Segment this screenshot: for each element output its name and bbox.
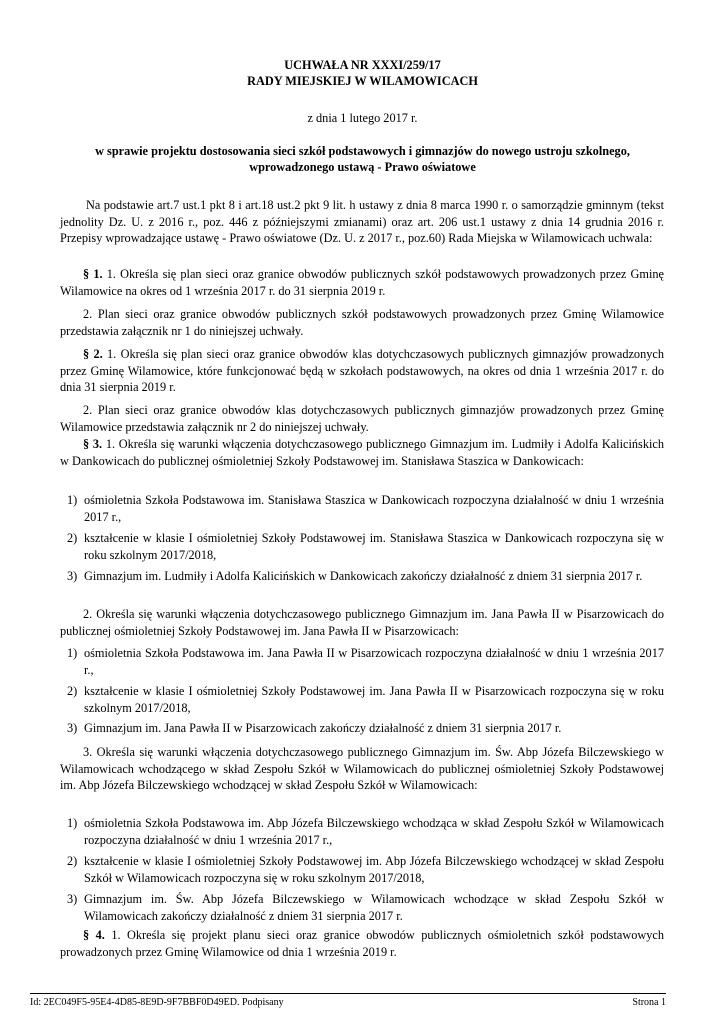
list-item-number: 1) xyxy=(67,493,78,507)
list-item xyxy=(60,720,664,737)
section-2-label: § 2. xyxy=(83,347,103,361)
list-item-text: kształcenie w klasie I ośmioletniej Szkoły Podstawowej im. Stanisława Staszica w Dankowicach rozpoczyna się w roku szkolnym 2017/2018, xyxy=(84,531,664,562)
section-2-para-1-text: 1. Określa się plan sieci oraz granice obwodów klas dotychczasowych publicznych gimnazjów prowadzonych przez Gminę Wilamowice, które funkcjonować będą w szkołach podstawowych, na okres od dnia 1 września 2017 r. do dnia 31 sierpnia 2019 r. xyxy=(60,347,664,394)
list-item xyxy=(60,891,664,924)
council-name: RADY MIEJSKIEJ W WILAMOWICACH xyxy=(247,74,478,88)
section-4-label: § 4. xyxy=(83,928,105,942)
list-item-number: 1) xyxy=(67,646,78,660)
section-1-label: § 1. xyxy=(83,267,103,281)
list-item-text: ośmioletnia Szkoła Podstawowa im. Abp Józefa Bilczewskiego wchodząca w skład Zespołu Szkół w Wilamowicach rozpoczyna działalność w dniu 1 września 2017 r., xyxy=(84,816,664,847)
section-3-para-2: 2. Określa się warunki włączenia dotychczasowego publicznego Gimnazjum im. Jana Pawła II w Pisarzowicach do publicznej ośmioletniej Szkoły Podstawowej im. Jana Pawła II w Pisarzowicach: xyxy=(60,607,664,638)
preamble: Na podstawie art.7 ust.1 pkt 8 i art.18 ust.2 pkt 9 lit. h ustawy z dnia 8 marca 1990 r. o samorządzie gminnym (tekst jednolity Dz. U. z 2016 r., poz. 446 z późniejszymi zmianami) oraz art. 206 ust.1 ustawy z dnia 14 grudnia 2016 r. Przepisy wprowadzające ustawę - Prawo oświatowe (Dz. U. z 2017 r., poz.60) Rada Miejska w Wilamowicach uchwala: xyxy=(60,198,664,245)
list-item-number: 2) xyxy=(67,684,78,698)
list-item xyxy=(60,530,664,563)
list-item xyxy=(60,815,664,848)
list-item-number: 1) xyxy=(67,816,78,830)
section-1-para-1-text: 1. Określa się plan sieci oraz granice obwodów publicznych szkół podstawowych prowadzonych przez Gminę Wilamowice na okres od 1 września 2017 r. do 31 sierpnia 2019 r. xyxy=(60,267,665,298)
section-4-para-1-text: 1. Określa się projekt planu sieci oraz granice obwodów publicznych ośmioletnich szkół podstawowych prowadzonych przez Gminę Wilamowice od dnia 1 września 2019 r. xyxy=(60,928,664,959)
section-3-para-3: 3. Określa się warunki włączenia dotychczasowego publicznego Gimnazjum im. Św. Abp Józefa Bilczewskiego w Wilamowicach wchodzącego w skład Zespołu Szkół w Wilamowicach do publicznej ośmioletniej Szkoły Podstawowej im. Abp Józefa Bilczewskiego wchodzącej w skład Zespołu Szkół w Wilamowicach: xyxy=(60,745,664,792)
list-item-text: ośmioletnia Szkoła Podstawowa im. Jana Pawła II w Pisarzowicach rozpoczyna działalność w dniu 1 września 2017 r., xyxy=(84,646,664,677)
resolution-date: z dnia 1 lutego 2017 r. xyxy=(307,111,418,125)
list-item-number: 3) xyxy=(67,721,78,735)
list-item-text: kształcenie w klasie I ośmioletniej Szkoły Podstawowej im. Jana Pawła II w Pisarzowicach rozpoczyna się w roku szkolnym 2017/2018, xyxy=(84,684,664,715)
list-item xyxy=(60,853,664,886)
subject-line-1: w sprawie projektu dostosowania sieci szkół podstawowych i gimnazjów do nowego ustroju szkolnego, xyxy=(95,144,630,158)
section-4-para-1 xyxy=(60,927,664,960)
section-2-para-2: 2. Plan sieci oraz granice obwodów klas dotychczasowych publicznych gimnazjów prowadzonych przez Gminę Wilamowice przedstawia załącznik nr 2 do niniejszej uchwały. xyxy=(60,403,664,434)
footer-divider xyxy=(30,993,666,994)
list-item-number: 3) xyxy=(67,892,78,906)
section-1-para-2: 2. Plan sieci oraz granice obwodów publicznych szkół podstawowych prowadzonych przez Gminę Wilamowice przedstawia załącznik nr 1 do niniejszej uchwały. xyxy=(60,307,664,338)
resolution-number: UCHWAŁA NR XXXI/259/17 xyxy=(284,58,441,72)
list-item-number: 2) xyxy=(67,531,78,545)
list-item xyxy=(60,568,664,585)
document-id: Id: 2EC049F5-95E4-4D85-8E9D-9F7BBF0D49ED. Podpisany xyxy=(30,997,284,1008)
section-3-para-1-text: 1. Określa się warunki włączenia dotychczasowego publicznego Gimnazjum im. Ludmiły i Adolfa Kalicińskich w Dankowicach do publicznej ośmioletniej Szkoły Podstawowej im. Stanisława Staszica w Dankowicach: xyxy=(60,437,664,468)
list-item-text: Gimnazjum im. Jana Pawła II w Pisarzowicach zakończy działalność z dniem 31 sierpnia 2017 r. xyxy=(84,721,562,735)
section-3-label: § 3. xyxy=(83,437,103,451)
section-2-para-1 xyxy=(60,346,664,396)
list-item-number: 3) xyxy=(67,569,78,583)
list-item xyxy=(60,645,664,678)
list-item-text: Gimnazjum im. Ludmiły i Adolfa Kalicińskich w Dankowicach zakończy działalność z dniem 31 sierpnia 2017 r. xyxy=(84,569,643,583)
section-1-para-1 xyxy=(60,266,664,299)
list-item-text: kształcenie w klasie I ośmioletniej Szkoły Podstawowej im. Abp Józefa Bilczewskiego wchodzącej w skład Zespołu Szkół w Wilamowicach rozpoczyna się w roku szkolnym 2017/2018, xyxy=(84,854,664,885)
list-item xyxy=(60,683,664,716)
section-3-para-1 xyxy=(60,436,664,469)
list-item-text: Gimnazjum im. Św. Abp Józefa Bilczewskiego w Wilamowicach wchodzące w skład Zespołu Szkół w Wilamowicach zakończy działalność z dniem 31 sierpnia 2017 r. xyxy=(84,892,664,923)
list-item-text: ośmioletnia Szkoła Podstawowa im. Stanisława Staszica w Dankowicach rozpoczyna działalność w dniu 1 września 2017 r., xyxy=(84,493,664,524)
list-item-number: 2) xyxy=(67,854,78,868)
list-item xyxy=(60,492,664,525)
subject-line-2: wprowadzonego ustawą - Prawo oświatowe xyxy=(249,160,476,174)
page-number: Strona 1 xyxy=(632,997,666,1008)
